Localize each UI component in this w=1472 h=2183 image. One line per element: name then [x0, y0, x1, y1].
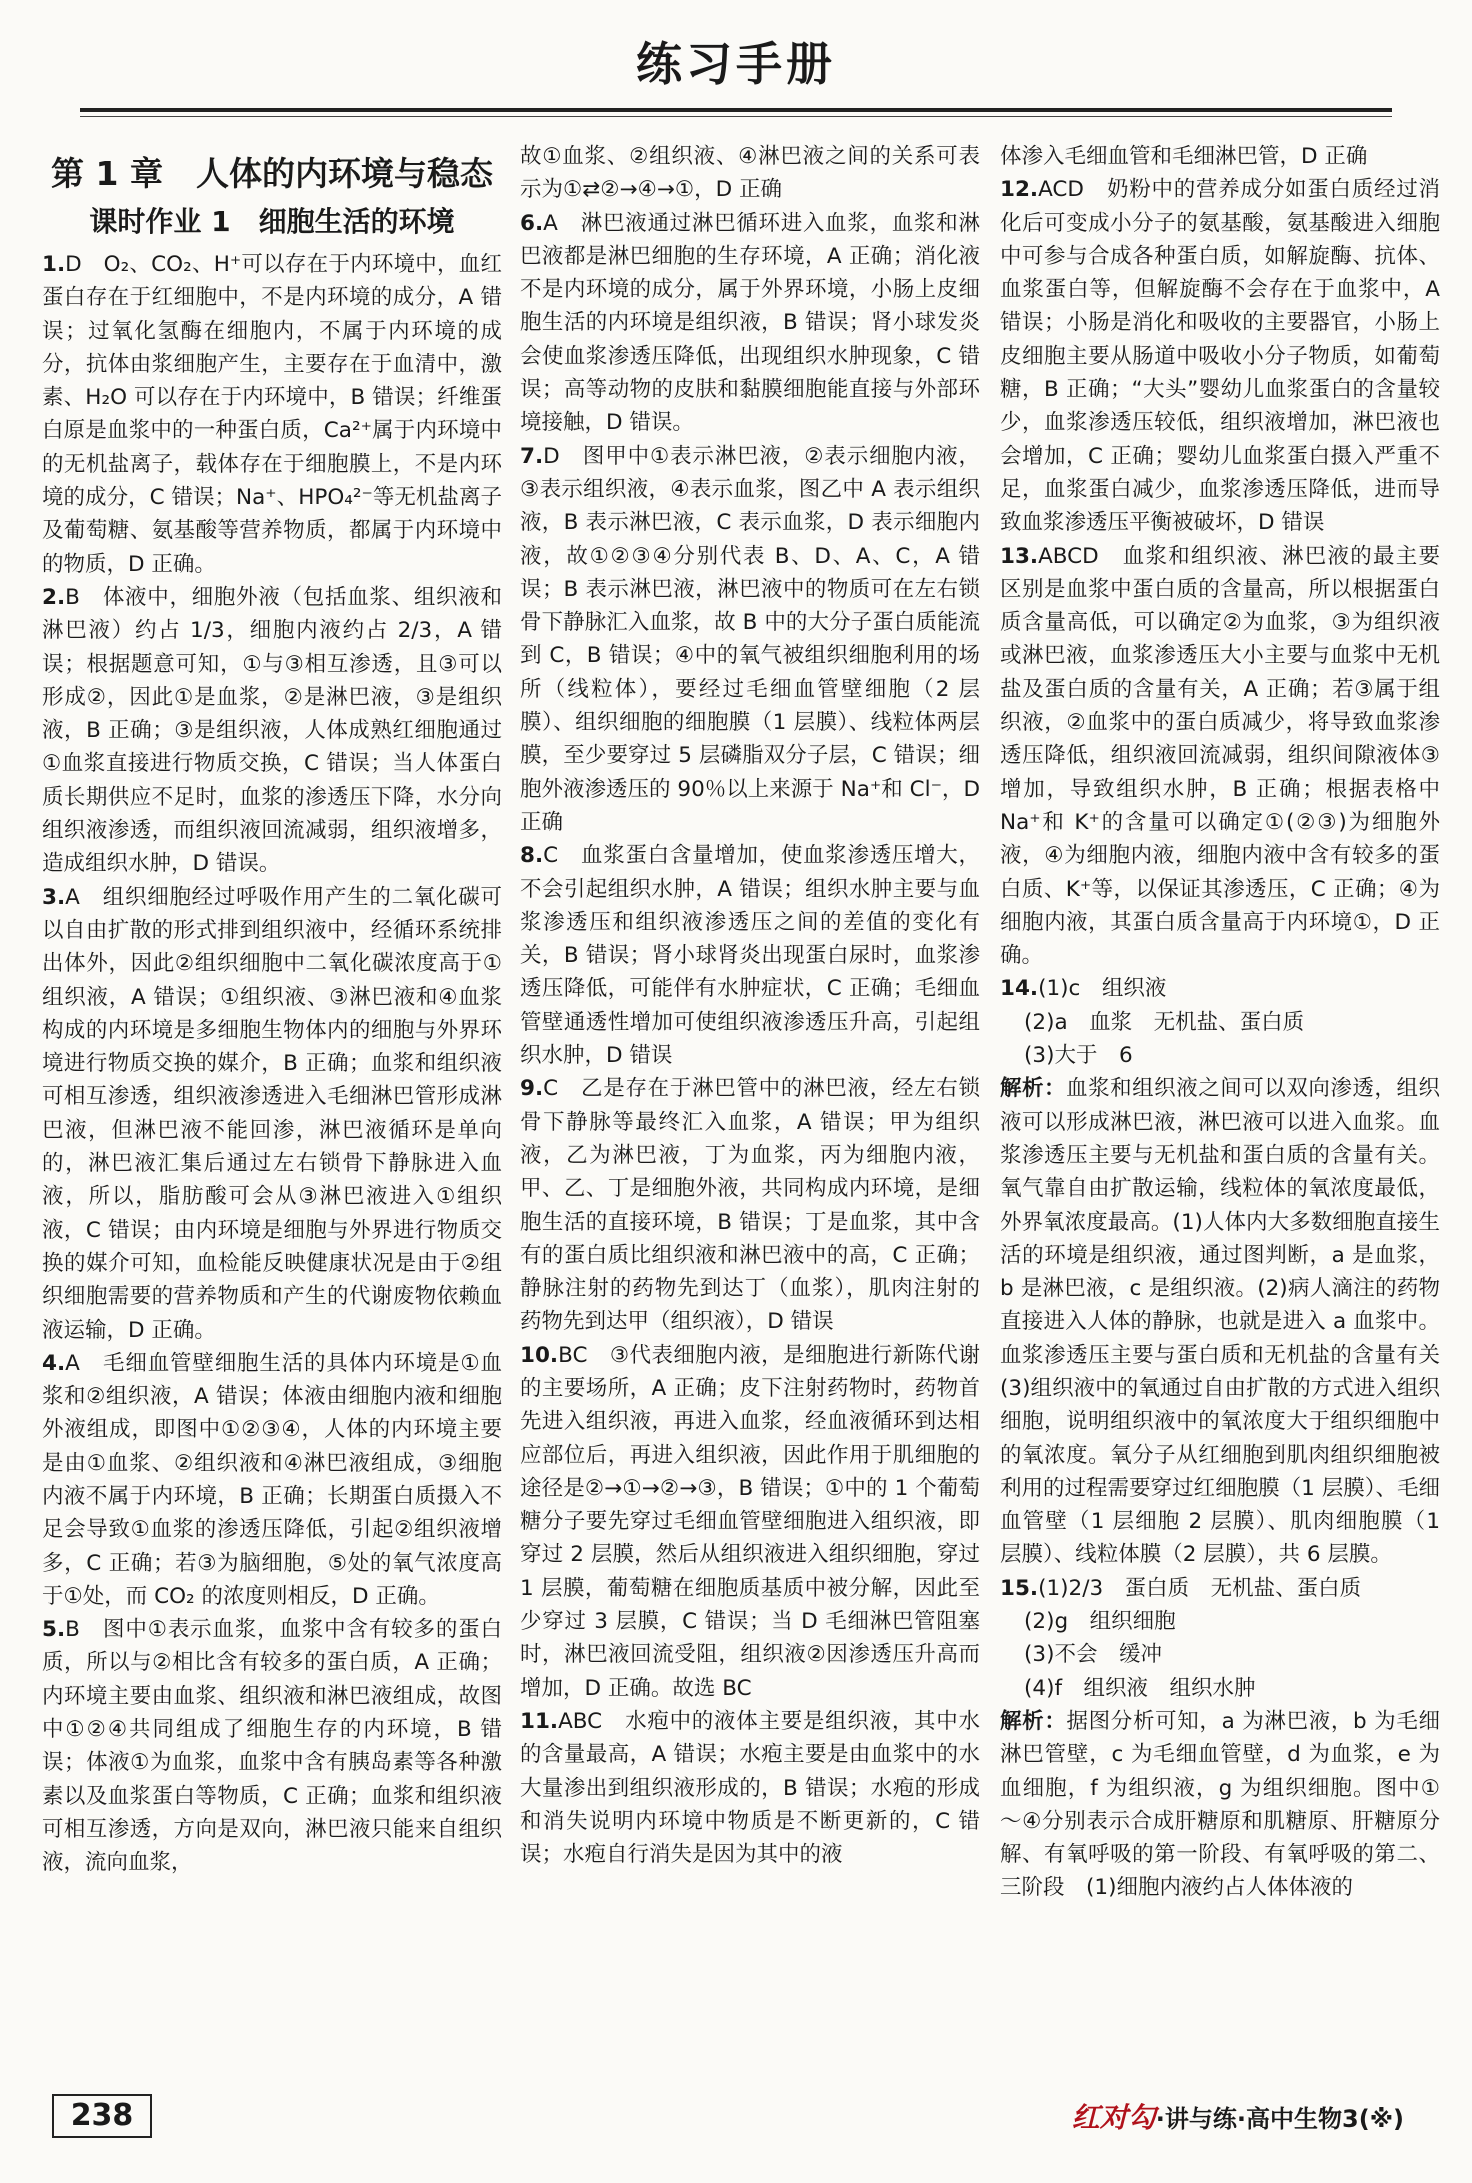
answer-text: (2)g 组织细胞	[1024, 1609, 1176, 1635]
answer-item	[520, 1705, 980, 1871]
column-right	[1000, 140, 1462, 2030]
answer-number: 12.	[1000, 177, 1039, 203]
answer-item	[520, 1072, 980, 1338]
answer-item	[42, 1347, 502, 1613]
answer-number: 15.	[1000, 1575, 1039, 1601]
page-header-title: 练习手册	[636, 37, 836, 91]
answer-item	[520, 207, 980, 440]
answer-item	[42, 1613, 502, 1879]
answer-number: 9.	[520, 1076, 544, 1102]
answer-text: A 淋巴液通过淋巴循环进入血浆，血浆和淋巴液都是淋巴细胞的生存环境，A 正确；消化液不是内环境的成分，属于外界环境，小肠上皮细胞生活的内环境是组织液，B 错误；肾小球发炎会使血浆渗透压降低，出现组织水肿现象，C 错误；高等动物的皮肤和黏膜细胞能直接与外部环境接触，D 错误。	[520, 210, 980, 436]
answer-list-left	[42, 248, 502, 1880]
answer-text: B 体液中，细胞外液（包括血浆、组织液和淋巴液）约占 1/3，细胞内液约占 2/3，A 错误；根据题意可知，①与③相互渗透，且③可以形成②，因此①是血浆，②是淋巴液，③是组织液，B 正确；③是组织液，人体成熟红细胞通过①血浆直接进行物质交换，C 错误；当人体蛋白质长期供应不足时，血浆的渗透压下降，水分向组织液渗透，而组织液回流减弱，组织液增多，造成组织水肿，D 错误。	[42, 584, 502, 877]
answer-text: 据图分析可知，a 为淋巴液，b 为毛细淋巴管壁，c 为毛细血管壁，d 为血浆，e 为血细胞，f 为组织液，g 为组织细胞。图中①～④分别表示合成肝糖原和肌糖原、肝糖原分解、有氧呼吸的第一阶段、有氧呼吸的第二、三阶段 (1)细胞内液约占人体体液的	[1000, 1708, 1440, 1901]
column-left	[42, 140, 502, 2000]
answer-text: 故①血浆、②组织液、④淋巴液之间的关系可表示为①⇄②→④→①，D 正确	[520, 144, 980, 203]
answer-text: (1)2/3 蛋白质 无机盐、蛋白质	[1038, 1575, 1362, 1601]
header-rule	[80, 108, 1392, 112]
answer-text: (1)c 组织液	[1038, 976, 1167, 1002]
answer-number: 2.	[42, 584, 66, 610]
answer-item	[1000, 1638, 1440, 1671]
answer-item	[1000, 540, 1440, 973]
answer-text: 血浆和组织液之间可以双向渗透，组织液可以形成淋巴液，淋巴液可以进入血浆。血浆渗透压主要与无机盐和蛋白质的含量有关。氧气靠自由扩散运输，线粒体的氧浓度最低，外界氧浓度最高。(1)人体内大多数细胞直接生活的环境是组织液，通过图判断，a 是血浆，b 是淋巴液，c 是组织液。(2)病人滴注的药物直接进入人体的静脉，也就是进入 a 血浆中。血浆渗透压主要与蛋白质和无机盐的含量有关 (3)组织液中的氧通过自由扩散的方式进入组织细胞，说明组织液中的氧浓度大于组织细胞中的氧浓度。氧分子从红细胞到肌肉组织细胞被利用的过程需要穿过红细胞膜（1 层膜）、毛细血管壁（1 层细胞 2 层膜）、肌肉细胞膜（1 层膜）、线粒体膜（2 层膜），共 6 层膜。	[1000, 1076, 1462, 1568]
answer-number: 10.	[520, 1342, 559, 1368]
answer-text: B 图中①表示血浆，血浆中含有较多的蛋白质，所以与②相比含有较多的蛋白质，A 正确；内环境主要由血浆、组织液和淋巴液组成，故图中①②④共同组成了细胞生存的内环境，B 错误；体液①为血浆，血浆中含有胰岛素等各种激素以及血浆蛋白等物质，C 正确；血浆和组织液可相互渗透，方向是双向，淋巴液只能来自组织液，流向血浆，	[42, 1617, 502, 1876]
answer-number: 11.	[520, 1708, 559, 1734]
answer-item	[1000, 972, 1440, 1005]
answer-text: D O₂、CO₂、H⁺可以存在于内环境中，血红蛋白存在于红细胞中，不是内环境的成分，A 错误；过氧化氢酶在细胞内，不属于内环境的成分，抗体由浆细胞产生，主要存在于血清中，激素、H₂O 可以存在于内环境中，B 错误；纤维蛋白原是血浆中的一种蛋白质，Ca²⁺属于内环境中的无机盐离子，载体存在于细胞膜上，不是内环境的成分，C 错误；Na⁺、HPO₄²⁻等无机盐离子及葡萄糖、氨基酸等营养物质，都属于内环境中的物质，D 正确。	[42, 252, 502, 577]
answer-list-middle	[520, 140, 980, 1871]
analysis-label: 解析：	[1000, 1076, 1067, 1102]
analysis-label: 解析：	[1000, 1708, 1067, 1734]
answer-text: ABC 水疱中的液体主要是组织液，其中水的含量最高，A 错误；水疱主要是由血浆中的水大量渗出到组织液形成的，B 错误；水疱的形成和消失说明内环境中物质是不断更新的，C 错误；水疱自行消失是因为其中的液	[520, 1708, 980, 1868]
answer-item	[1000, 1705, 1440, 1905]
answer-number: 14.	[1000, 976, 1039, 1002]
header-rule-thin	[80, 116, 1392, 117]
answer-item	[1000, 1605, 1440, 1638]
answer-text: C 乙是存在于淋巴管中的淋巴液，经左右锁骨下静脉等最终汇入血浆，A 错误；甲为组织液，乙为淋巴液，丁为血浆，丙为细胞内液，甲、乙、丁是细胞外液，共同构成内环境，是细胞生活的直接环境，B 错误；丁是血浆，其中含有的蛋白质比组织液和淋巴液中的高，C 正确；静脉注射的药物先到达丁（血浆），肌肉注射的药物先到达甲（组织液），D 错误	[520, 1076, 980, 1335]
answer-item	[1000, 1572, 1440, 1605]
answer-text: 体渗入毛细血管和毛细淋巴管，D 正确	[1000, 144, 1368, 169]
answer-item	[520, 839, 980, 1072]
answer-list-right	[1000, 140, 1462, 1905]
answer-item	[42, 881, 502, 1347]
answer-text: A 毛细血管壁细胞生活的具体内环境是①血浆和②组织液，A 错误；体液由细胞内液和细胞外液组成，即图中①②③④，人体的内环境主要是由①血浆、②组织液和④淋巴液组成，③细胞内液不属于内环境，B 正确；长期蛋白质摄入不足会导致①血浆的渗透压降低，引起②组织液增多，C 正确；若③为脑细胞，⑤处的氧气浓度高于①处，而 CO₂ 的浓度则相反，D 正确。	[42, 1350, 502, 1609]
answer-number: 8.	[520, 843, 544, 869]
answer-text: A 组织细胞经过呼吸作用产生的二氧化碳可以自由扩散的形式排到组织液中，经循环系统排出体外，因此②组织细胞中二氧化碳浓度高于①组织液，A 错误；①组织液、③淋巴液和④血浆构成的内环境是多细胞生物体内的细胞与外界环境进行物质交换的媒介，B 正确；血浆和组织液可相互渗透，组织液渗透进入毛细淋巴管形成淋巴液，但淋巴液不能回渗，淋巴液循环是单向的，淋巴液汇集后通过左右锁骨下静脉进入血液，所以，脂肪酸可会从③淋巴液进入①组织液，C 错误；由内环境是细胞与外界进行物质交换的媒介可知，血检能反映健康状况是由于②组织细胞需要的营养物质和产生的代谢废物依赖血液运输，D 正确。	[42, 884, 502, 1343]
answer-text: (3)大于 6	[1024, 1043, 1133, 1069]
answer-item	[1000, 1072, 1462, 1571]
page-number: 238	[52, 2094, 152, 2138]
answer-number: 5.	[42, 1617, 66, 1643]
answer-item	[1000, 1006, 1440, 1039]
answer-item	[520, 140, 980, 207]
answer-item	[520, 1339, 980, 1705]
answer-item	[1000, 173, 1440, 539]
answer-number: 3.	[42, 884, 66, 910]
answer-number: 6.	[520, 210, 544, 236]
section-title: 课时作业 1 细胞生活的环境	[89, 205, 455, 238]
answer-text: (4)f 组织液 组织水肿	[1024, 1675, 1256, 1701]
answer-item	[520, 440, 980, 840]
answer-item	[1000, 140, 1440, 173]
answer-text: ABCD 血浆和组织液、淋巴液的最主要区别是血浆中蛋白质的含量高，所以根据蛋白质含量高低，可以确定②为血浆，③为组织液或淋巴液，血浆渗透压大小主要与血浆中无机盐及蛋白质的含量有关，A 正确；若③属于组织液，②血浆中的蛋白质减少，将导致血浆渗透压降低，组织液回流减弱，组织间隙液体③增加，导致组织水肿，B 正确；根据表格中 Na⁺和 K⁺的含量可以确定①(②③)为细胞外液，④为细胞内液，细胞内液中含有较多的蛋白质、K⁺等，以保证其渗透压，C 正确；④为细胞内液，其蛋白质含量高于内环境①，D 正确。	[1000, 543, 1440, 969]
answer-text: (2)a 血浆 无机盐、蛋白质	[1024, 1009, 1305, 1035]
answer-number: 13.	[1000, 543, 1039, 569]
answer-item	[1000, 1672, 1440, 1705]
answer-number: 1.	[42, 252, 66, 277]
brand-logo: 红对勾	[1071, 2101, 1156, 2134]
answer-text: BC ③代表细胞内液，是细胞进行新陈代谢的主要场所，A 正确；皮下注射药物时，药物首先进入组织液，再进入血浆，经血液循环到达相应部位后，再进入组织液，因此作用于肌细胞的途径是②→①→②→③，B 错误；①中的 1 个葡萄糖分子要先穿过毛细血管壁细胞进入组织液，即穿过 2 层膜，然后从组织液进入组织细胞，穿过 1 层膜，葡萄糖在细胞质基质中被分解，因此至少穿过 3 层膜，C 错误；当 D 毛细淋巴管阻塞时，淋巴液回流受阻，组织液②因渗透压升高而增加，D 正确。故选 BC	[520, 1342, 980, 1701]
chapter-title: 第 1 章 人体的内环境与稳态	[51, 154, 493, 193]
answer-text: C 血浆蛋白含量增加，使血浆渗透压增大，不会引起组织水肿，A 错误；组织水肿主要与血浆渗透压和组织液渗透压之间的差值的变化有关，B 错误；肾小球肾炎出现蛋白尿时，血浆渗透压降低，可能伴有水肿症状，C 正确；毛细血管壁通透性增加可使组织液渗透压升高，引起组织水肿，D 错误	[520, 843, 980, 1069]
answer-item	[42, 248, 502, 581]
answer-number: 4.	[42, 1350, 66, 1376]
column-middle	[520, 140, 980, 2030]
answer-number: 7.	[520, 443, 544, 469]
answer-item	[42, 581, 502, 881]
answer-item	[1000, 1039, 1440, 1072]
series-title: ·讲与练·高中生物3(※)	[1155, 2105, 1404, 2133]
answer-text: (3)不会 缓冲	[1024, 1642, 1162, 1668]
answer-text: ACD 奶粉中的营养成分如蛋白质经过消化后可变成小分子的氨基酸，氨基酸进入细胞中可参与合成各种蛋白质，如解旋酶、抗体、血浆蛋白等，但解旋酶不会存在于血浆中，A 错误；小肠是消化和吸收的主要器官，小肠上皮细胞主要从肠道中吸收小分子物质，如葡萄糖，B 正确；“大头”婴幼儿血浆蛋白的含量较少，血浆渗透压较低，组织液增加，淋巴液也会增加，C 正确；婴幼儿血浆蛋白摄入严重不足，血浆蛋白减少，血浆渗透压降低，进而导致血浆渗透压平衡被破坏，D 错误	[1000, 177, 1440, 536]
answer-text: D 图甲中①表示淋巴液，②表示细胞内液，③表示组织液，④表示血浆，图乙中 A 表示组织液，B 表示淋巴液，C 表示血浆，D 表示细胞内液，故①②③④分别代表 B、D、A、C，A 错误；B 表示淋巴液，淋巴液中的物质可在左右锁骨下静脉汇入血浆，故 B 中的大分子蛋白质能流到 C，B 错误；④中的氧气被组织细胞利用的场所（线粒体），要经过毛细血管壁细胞（2 层膜）、组织细胞的细胞膜（1 层膜）、线粒体两层膜，至少要穿过 5 层磷脂双分子层，C 错误；细胞外液渗透压的 90％以上来源于 Na⁺和 Cl⁻，D 正确	[520, 443, 980, 835]
footer-series	[1072, 2096, 1404, 2136]
